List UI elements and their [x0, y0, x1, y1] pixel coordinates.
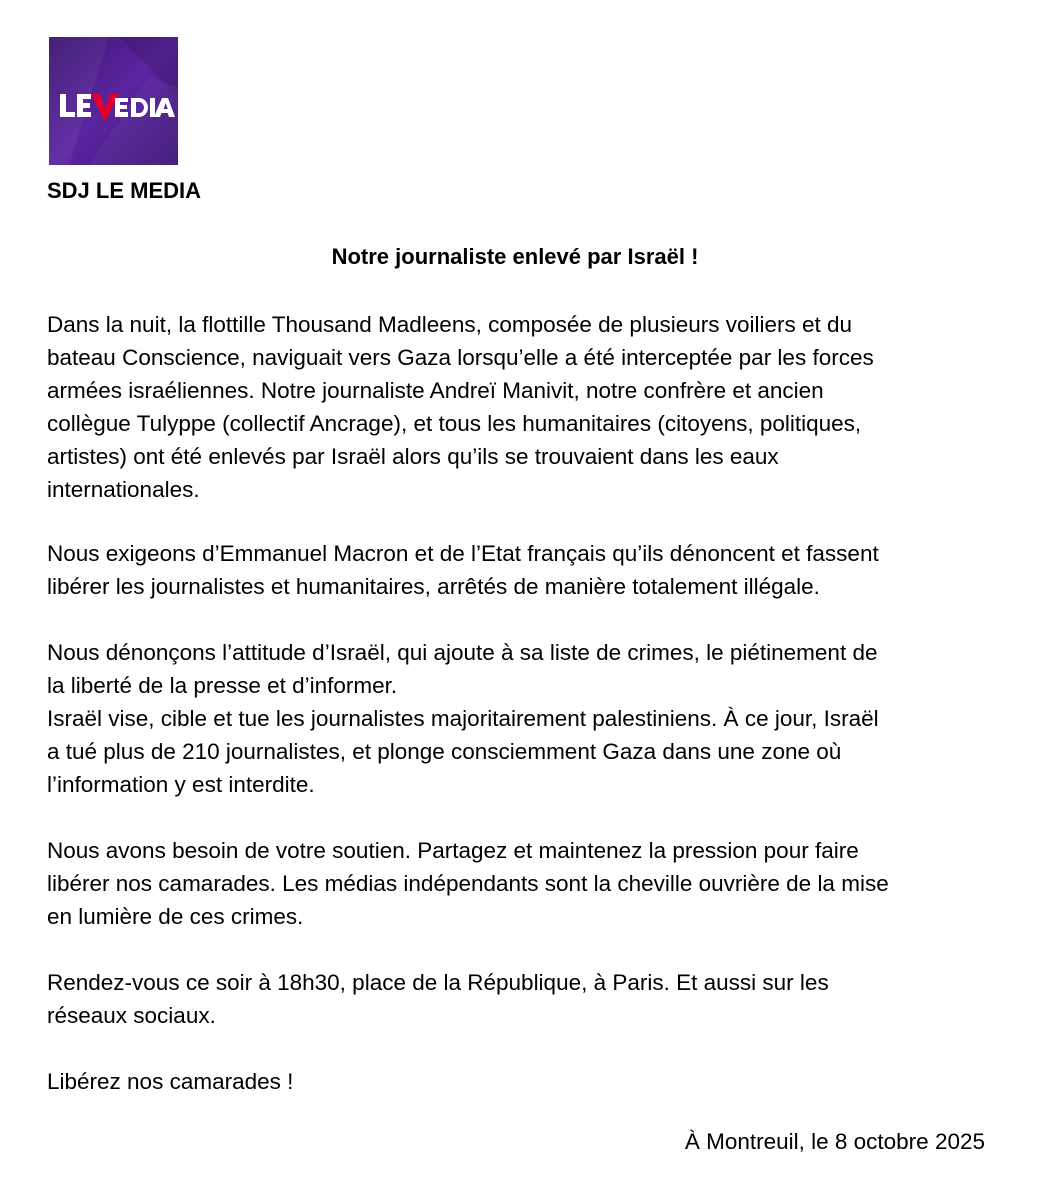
place-and-date: À Montreuil, le 8 octobre 2025: [684, 1129, 985, 1154]
le-media-logo: [49, 37, 178, 165]
paragraph-denunciation: Nous dénonçons l’attitude d’Israël, qui ajoute à sa liste de crimes, le piétinement de la liberté de la presse et d’informer. Israël vise, cible et tue les journalistes majoritairement palestiniens. À ce jour, Israël a tué plus de 210 journalistes, et plonge consciemment Gaza dans une zone où l’information y est interdite.: [47, 640, 879, 797]
paragraph-support: Nous avons besoin de votre soutien. Partagez et maintenez la pression pour faire libérer nos camarades. Les médias indépendants sont la cheville ouvrière de la mise en lumière de ces crimes.: [47, 838, 889, 929]
paragraph-interception: Dans la nuit, la flottille Thousand Madleens, composée de plusieurs voiliers et du bateau Conscience, naviguait vers Gaza lorsqu’elle a été interceptée par les forces armées israéliennes. Notre journaliste Andreï Manivit, notre confrère et ancien collègue Tulyppe (collectif Ancrage), et tous les humanitaires (citoyens, politiques, artistes) ont été enlevés par Israël alors qu’ils se trouvaient dans les eaux internationales.: [47, 312, 874, 502]
statement-title: Notre journaliste enlevé par Israël !: [331, 244, 699, 269]
organization-name: SDJ LE MEDIA: [47, 178, 202, 203]
paragraph-demand: Nous exigeons d’Emmanuel Macron et de l’Etat français qu’ils dénoncent et fassent libérer les journalistes et humanitaires, arrêtés de manière totalement illégale.: [47, 541, 879, 599]
paragraph-closing: Libérez nos camarades !: [47, 1069, 294, 1094]
le-media-logo-graphic: [49, 37, 178, 165]
paragraph-rally: Rendez-vous ce soir à 18h30, place de la République, à Paris. Et aussi sur les réseaux sociaux.: [47, 970, 829, 1028]
